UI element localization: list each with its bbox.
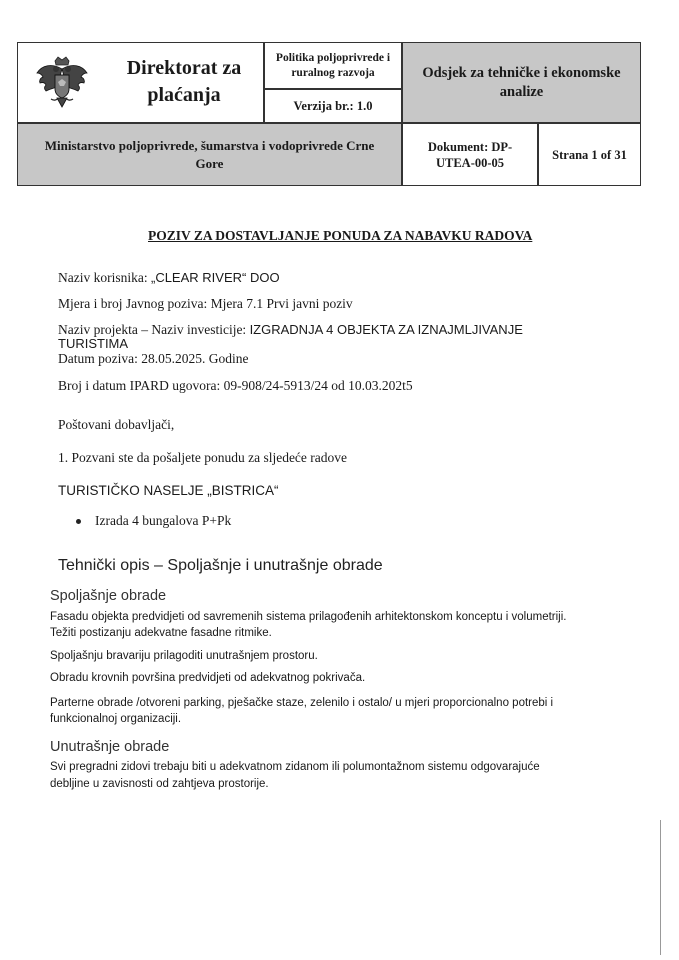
date-line: Datum poziva: 28.05.2025. Godine — [58, 351, 249, 366]
document-title: POZIV ZA DOSTAVLJANJE PONUDA ZA NABAVKU RADOVA — [148, 228, 533, 243]
project-label: Naziv projekta – Naziv investicije: — [58, 322, 250, 337]
org-title: Direktorat za plaćanja — [126, 57, 242, 106]
header-logo-cell — [18, 43, 264, 123]
exterior-paragraph-1a: Fasadu objekta predvidjeti od savremenih sistema prilagođenih arhitektonskom konceptu i volumetriji. — [50, 611, 567, 623]
exterior-paragraph-1b: Težiti postizanju adekvatne fasadne ritmike. — [50, 627, 272, 639]
item-1: 1. Pozvani ste da pošaljete ponudu za sljedeće radove — [58, 450, 348, 465]
tech-heading: Tehnički opis – Spoljašnje i unutrašnje obrade — [58, 557, 383, 574]
exterior-heading: Spoljašnje obrade — [50, 588, 167, 604]
exterior-paragraph-3: Obradu krovnih površina predvidjeti od adekvatnog pokrivača. — [50, 672, 366, 684]
policy-text: Politika poljoprivrede i ruralnog razvoja — [275, 51, 391, 79]
ministry-cell — [18, 123, 402, 185]
project-value-2: TURISTIMA — [58, 336, 129, 351]
bullet-icon — [76, 519, 81, 524]
bullet-item — [76, 513, 231, 529]
interior-paragraph-1b: debljine u zavisnosti od zahtjeva prostorije. — [50, 778, 269, 790]
header-table — [17, 42, 641, 186]
measure-line: Mjera i broj Javnog poziva: Mjera 7.1 Prvi javni poziv — [58, 296, 353, 311]
scan-edge-line — [660, 820, 661, 955]
interior-paragraph-1a: Svi pregradni zidovi trebaju biti u adekvatnom zidanom ili polumontažnom sistemu odgovarajuće — [50, 761, 540, 773]
greeting: Poštovani dobavljači, — [58, 417, 175, 432]
contract-line: Broj i datum IPARD ugovora: 09-908/24-5913/24 od 10.03.202t5 — [58, 378, 413, 393]
page-cell — [538, 123, 640, 185]
interior-heading: Unutrašnje obrade — [50, 739, 170, 755]
project-value-1: IZGRADNJA 4 OBJEKTA ZA IZNAJMLJIVANJE — [249, 322, 523, 337]
montenegro-coat-of-arms-icon — [34, 55, 90, 111]
page-number-text: Strana 1 of 31 — [552, 147, 627, 162]
department-cell — [402, 43, 640, 123]
user-line — [58, 270, 280, 286]
version-cell — [264, 89, 402, 123]
settlement-name: TURISTIČKO NASELJE „BISTRICA“ — [58, 483, 279, 498]
user-label: Naziv korisnika: — [58, 270, 151, 285]
policy-cell — [264, 43, 402, 89]
exterior-paragraph-2: Spoljašnju bravariju prilagoditi unutrašnjem prostoru. — [50, 650, 318, 662]
document-id-text: Dokument: DP-UTEA-00-05 — [427, 139, 513, 170]
department-text: Odsjek za tehničke i ekonomske analize — [422, 64, 621, 100]
ministry-text: Ministarstvo poljoprivrede, šumarstva i vodoprivrede Crne Gore — [44, 137, 375, 171]
user-value: „CLEAR RIVER“ DOO — [150, 270, 280, 285]
document-cell — [402, 123, 538, 185]
exterior-paragraph-4b: funkcionalnoj organizaciji. — [50, 713, 182, 725]
version-text: Verzija br.: 1.0 — [293, 99, 373, 113]
bullet-text: Izrada 4 bungalova P+Pk — [95, 513, 232, 528]
exterior-paragraph-4a: Parterne obrade /otvoreni parking, pješačke staze, zelenilo i ostalo/ u mjeri proporcionalno potrebi i — [50, 697, 554, 709]
